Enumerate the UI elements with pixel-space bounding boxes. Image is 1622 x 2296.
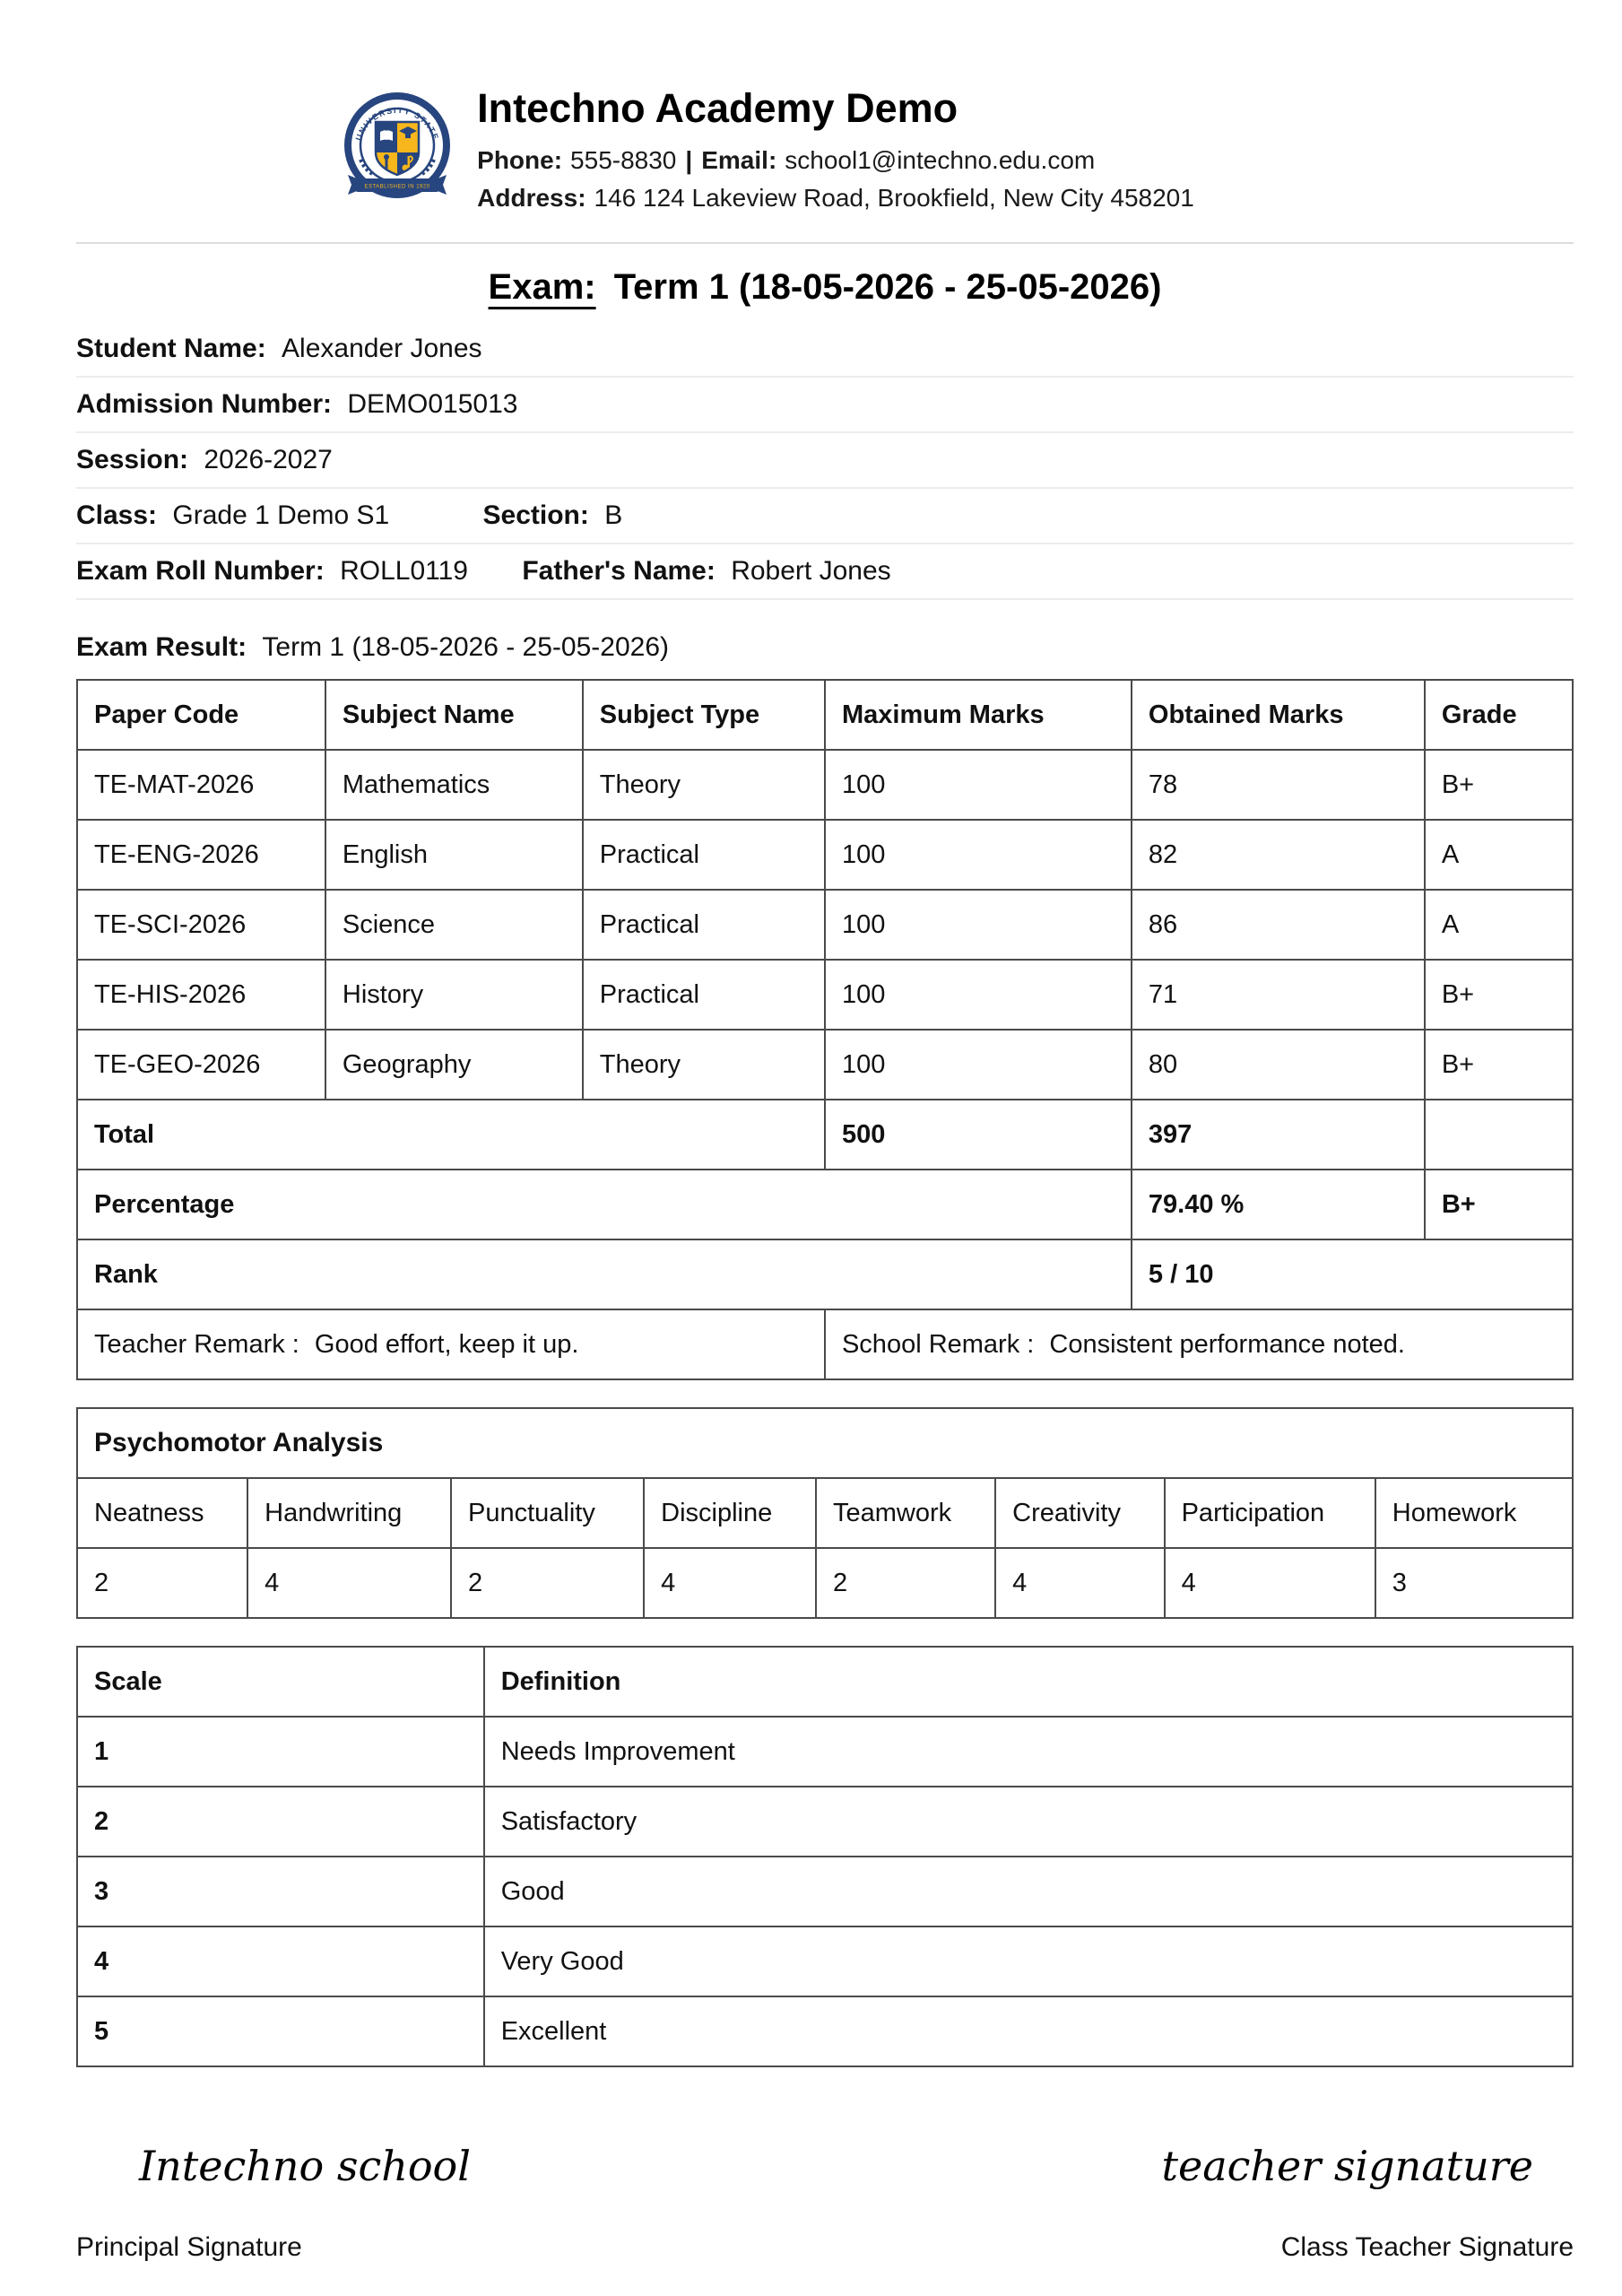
total-max-marks: 500 <box>825 1100 1132 1170</box>
percentage-grade: B+ <box>1425 1170 1573 1239</box>
scale-value: 2 <box>77 1787 484 1857</box>
scale-definition: Good <box>484 1857 1573 1926</box>
school-contact-line <box>477 145 1194 176</box>
percentage-row <box>77 1170 1573 1239</box>
session-row <box>76 433 1574 489</box>
school-name: Intechno Academy Demo <box>477 85 958 131</box>
skill-score: 4 <box>1165 1548 1375 1618</box>
subject-type-cell: Practical <box>583 820 825 890</box>
skill-header: Neatness <box>77 1478 247 1548</box>
section-value: B <box>604 500 623 530</box>
skill-header: Homework <box>1375 1478 1573 1548</box>
col-paper-code: Paper Code <box>77 680 325 750</box>
grade-cell: B+ <box>1425 750 1573 820</box>
col-grade: Grade <box>1425 680 1573 750</box>
skill-score: 3 <box>1375 1548 1573 1618</box>
skill-score: 4 <box>995 1548 1164 1618</box>
grade-cell: A <box>1425 820 1573 890</box>
scale-definition-table <box>76 1646 1574 2067</box>
father-name-value: Robert Jones <box>731 556 891 586</box>
phone-label: Phone: <box>477 146 563 174</box>
rank-row <box>77 1239 1573 1309</box>
session-label: Session: <box>76 445 189 474</box>
subject-name-cell: Science <box>325 890 583 960</box>
scale-row <box>77 1926 1573 1996</box>
exam-result-value: Term 1 (18-05-2026 - 25-05-2026) <box>262 632 669 662</box>
admission-number-value: DEMO015013 <box>347 389 518 419</box>
skill-score: 2 <box>77 1548 247 1618</box>
scale-row <box>77 1717 1573 1787</box>
paper-code-cell: TE-MAT-2026 <box>77 750 325 820</box>
scale-definition: Satisfactory <box>484 1787 1573 1857</box>
scale-column-header: Scale <box>77 1647 484 1717</box>
section-label: Section: <box>482 500 589 530</box>
school-logo-crest-icon <box>339 86 455 212</box>
col-obtained-marks: Obtained Marks <box>1132 680 1425 750</box>
session-value: 2026-2027 <box>204 445 333 474</box>
school-remark-cell <box>825 1309 1573 1379</box>
subject-type-cell: Practical <box>583 890 825 960</box>
contact-separator: | <box>685 146 693 174</box>
max-marks-cell: 100 <box>825 890 1132 960</box>
exam-title <box>76 267 1574 308</box>
phone-value: 555-8830 <box>570 146 677 174</box>
definition-column-header: Definition <box>484 1647 1573 1717</box>
skill-score: 4 <box>247 1548 451 1618</box>
skill-score: 4 <box>644 1548 816 1618</box>
subject-row <box>77 1030 1573 1100</box>
school-text-block <box>477 86 1194 221</box>
psychomotor-header-row <box>77 1478 1573 1548</box>
roll-father-row <box>76 544 1574 600</box>
scale-value: 4 <box>77 1926 484 1996</box>
email-label: Email: <box>701 146 777 174</box>
class-section-row <box>76 489 1574 544</box>
obtained-marks-cell: 78 <box>1132 750 1425 820</box>
psychomotor-table <box>76 1407 1574 1619</box>
exam-result-table <box>76 679 1574 1380</box>
exam-result-label: Exam Result: <box>76 632 247 662</box>
subject-row <box>77 750 1573 820</box>
subject-row <box>77 820 1573 890</box>
psychomotor-title-row <box>77 1408 1573 1478</box>
logo-banner-text: ESTABLISHED IN 1920 <box>364 184 430 190</box>
scale-value: 3 <box>77 1857 484 1926</box>
teacher-remark-label: Teacher Remark : <box>94 1330 299 1359</box>
skill-score: 2 <box>816 1548 995 1618</box>
exam-title-label: Exam: <box>488 267 596 307</box>
rank-value: 5 / 10 <box>1132 1239 1573 1309</box>
skill-header: Creativity <box>995 1478 1164 1548</box>
paper-code-cell: TE-ENG-2026 <box>77 820 325 890</box>
principal-signature-script: Intechno school <box>139 2142 471 2190</box>
total-row <box>77 1100 1573 1170</box>
exam-result-heading <box>76 632 1574 663</box>
address-label: Address: <box>477 184 586 212</box>
scale-definition: Very Good <box>484 1926 1573 1996</box>
scale-definition: Excellent <box>484 1996 1573 2066</box>
exam-roll-label: Exam Roll Number: <box>76 556 325 586</box>
col-max-marks: Maximum Marks <box>825 680 1132 750</box>
skill-header: Punctuality <box>451 1478 644 1548</box>
rank-label: Rank <box>77 1239 1132 1309</box>
teacher-remark-cell <box>77 1309 825 1379</box>
scale-row <box>77 1787 1573 1857</box>
col-subject-name: Subject Name <box>325 680 583 750</box>
result-header-row <box>77 680 1573 750</box>
signatures-section <box>76 2139 1574 2263</box>
exam-title-value: Term 1 (18-05-2026 - 25-05-2026) <box>613 267 1162 307</box>
skill-header: Handwriting <box>247 1478 451 1548</box>
skill-header: Participation <box>1165 1478 1375 1548</box>
max-marks-cell: 100 <box>825 960 1132 1030</box>
class-teacher-signature-label: Class Teacher Signature <box>1280 2232 1574 2262</box>
address-value: 146 124 Lakeview Road, Brookfield, New City 458201 <box>594 184 1194 212</box>
scale-row <box>77 1996 1573 2066</box>
student-name-row <box>76 322 1574 378</box>
subject-name-cell: Mathematics <box>325 750 583 820</box>
subject-type-cell: Theory <box>583 1030 825 1100</box>
obtained-marks-cell: 71 <box>1132 960 1425 1030</box>
grade-cell: B+ <box>1425 960 1573 1030</box>
school-header <box>18 86 1515 221</box>
grade-cell: A <box>1425 890 1573 960</box>
school-remark-label: School Remark : <box>841 1330 1035 1359</box>
principal-signature-block <box>76 2139 471 2263</box>
obtained-marks-cell: 80 <box>1132 1030 1425 1100</box>
logo-ring-text: UNIVERSITY STATE <box>353 105 441 143</box>
header-divider <box>76 242 1574 244</box>
obtained-marks-cell: 86 <box>1132 890 1425 960</box>
principal-signature-label: Principal Signature <box>76 2232 302 2262</box>
max-marks-cell: 100 <box>825 750 1132 820</box>
scale-row <box>77 1857 1573 1926</box>
obtained-marks-cell: 82 <box>1132 820 1425 890</box>
email-value: school1@intechno.edu.com <box>785 146 1096 174</box>
psychomotor-title: Psychomotor Analysis <box>77 1408 1573 1478</box>
skill-score: 2 <box>451 1548 644 1618</box>
total-grade-empty <box>1425 1100 1573 1170</box>
skill-header: Discipline <box>644 1478 816 1548</box>
subject-row <box>77 890 1573 960</box>
father-name-label: Father's Name: <box>522 556 716 586</box>
teacher-remark-value: Good effort, keep it up. <box>314 1330 579 1359</box>
admission-number-label: Admission Number: <box>76 389 333 419</box>
subject-name-cell: History <box>325 960 583 1030</box>
skill-header: Teamwork <box>816 1478 995 1548</box>
subject-row <box>77 960 1573 1030</box>
class-value: Grade 1 Demo S1 <box>172 500 390 530</box>
scale-header-row <box>77 1647 1573 1717</box>
scale-value: 5 <box>77 1996 484 2066</box>
book-icon <box>380 130 393 141</box>
scale-definition: Needs Improvement <box>484 1717 1573 1787</box>
scale-value: 1 <box>77 1717 484 1787</box>
admission-number-row <box>76 378 1574 433</box>
exam-roll-value: ROLL0119 <box>340 556 468 586</box>
subject-name-cell: English <box>325 820 583 890</box>
school-address-line <box>477 183 1194 213</box>
col-subject-type: Subject Type <box>583 680 825 750</box>
teacher-signature-script: teacher signature <box>1161 2142 1533 2190</box>
school-remark-value: Consistent performance noted. <box>1049 1330 1405 1359</box>
max-marks-cell: 100 <box>825 1030 1132 1100</box>
student-name-value: Alexander Jones <box>282 334 482 363</box>
total-label: Total <box>77 1100 825 1170</box>
total-obtained-marks: 397 <box>1132 1100 1425 1170</box>
class-label: Class: <box>76 500 158 530</box>
student-name-label: Student Name: <box>76 334 266 363</box>
remarks-row <box>77 1309 1573 1379</box>
class-teacher-signature-block <box>1162 2139 1574 2263</box>
paper-code-cell: TE-SCI-2026 <box>77 890 325 960</box>
psychomotor-values-row <box>77 1548 1573 1618</box>
percentage-value: 79.40 % <box>1132 1170 1425 1239</box>
subject-type-cell: Practical <box>583 960 825 1030</box>
subject-name-cell: Geography <box>325 1030 583 1100</box>
paper-code-cell: TE-GEO-2026 <box>77 1030 325 1100</box>
max-marks-cell: 100 <box>825 820 1132 890</box>
percentage-label: Percentage <box>77 1170 1132 1239</box>
subject-type-cell: Theory <box>583 750 825 820</box>
grade-cell: B+ <box>1425 1030 1573 1100</box>
paper-code-cell: TE-HIS-2026 <box>77 960 325 1030</box>
